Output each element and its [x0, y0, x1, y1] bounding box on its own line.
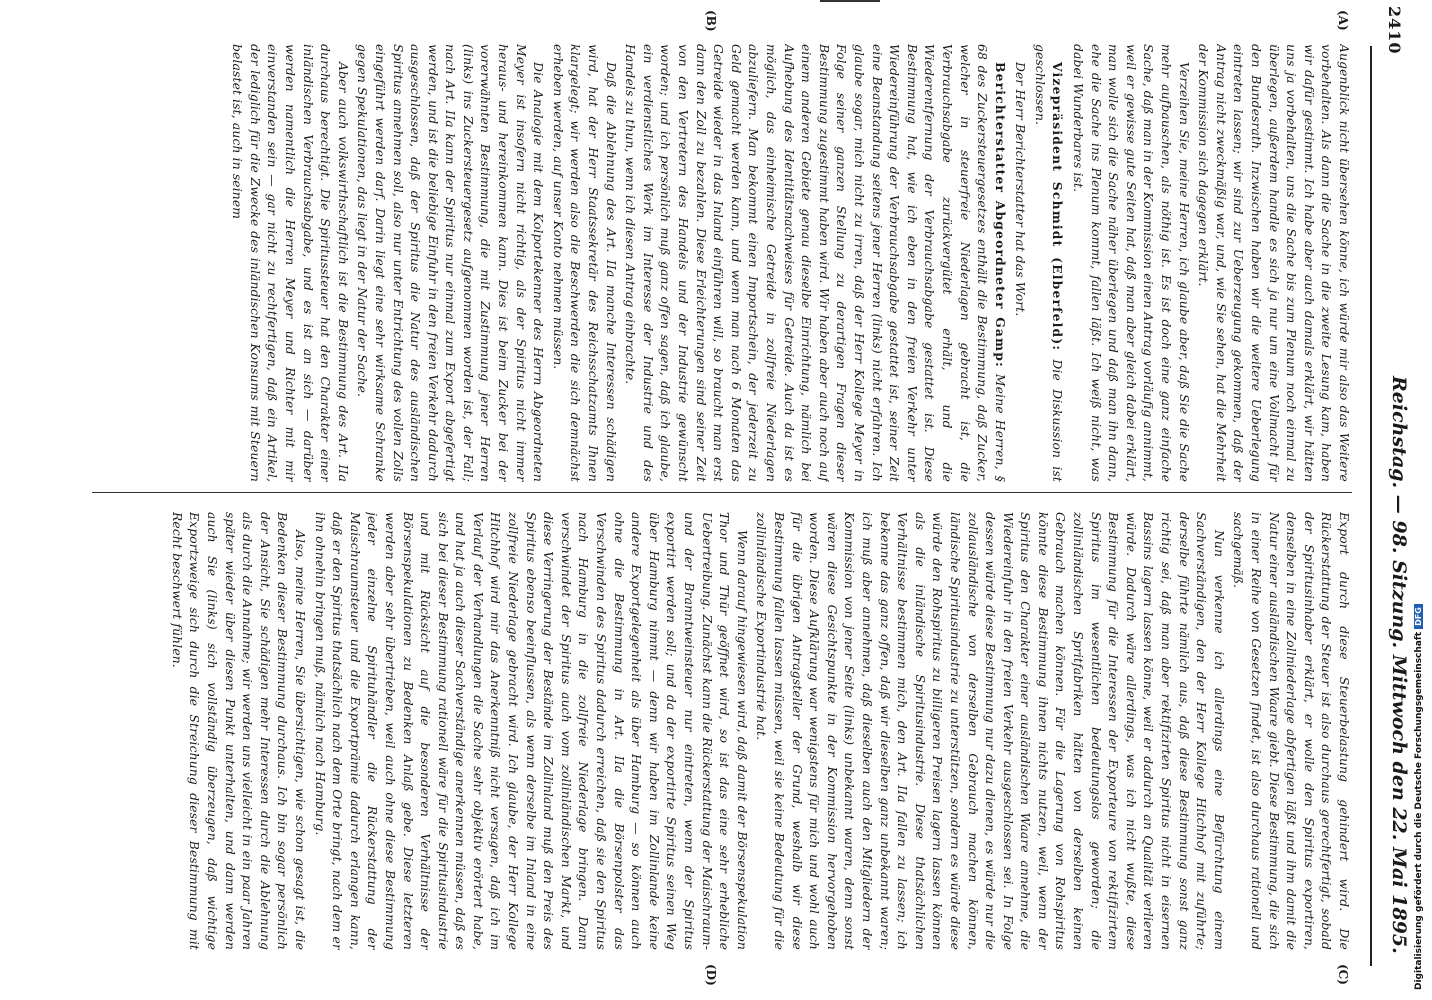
- paragraph: Daß die Ablehnung des Art. IIa manche Interessen schädigen wird, hat der Herr Staatssekretär des Reichsschatzamts Ihnen klargelegt; wir werden also die Beschwerden die sich demnächst erheben werden, auf unser Konto nehmen müssen.: [550, 44, 618, 482]
- paragraph: Verzeihen Sie, meine Herren, ich glaube aber, daß Sie die Sache mehr aufbauschen, als nöthig ist. Es ist doch eine ganz einfache Sache, daß man in der Kommission einen Antrag vorläufig annimmt, weil er gewisse gute Seiten hat, daß man aber gleich dabei erklärt, man wolle sich die Sache näher überlegen und daß man ihn dann, ehe die Sache ins Plenum kommt, fallen läßt. Ich weiß nicht, was dabei Wunderbares ist.: [1071, 44, 1191, 482]
- paragraph: [1030, 44, 1066, 482]
- rotated-content-frame: [64, 6, 1430, 996]
- margin-mark-d: (D): [704, 964, 718, 986]
- right-column: [77, 512, 1352, 950]
- paragraph: Aber auch volkswirthschaftlich ist die Bestimmung des Art. IIa durchaus berechtigt. Die Spiritussteuer hat den Charakter einer inländischen Verbrauchsabgabe, und es ist an sich — darüber werden namentlich die Herren Meyer und Richter mit mir einverstanden sein — gar nicht zu rechtfertigen, daß ein Artikel, der lediglich für die Zwecke des inländischen Konsums mit Steuern belastet ist, auch in seinem: [230, 44, 350, 482]
- speaker-name: Vizepräsident Schmidt (Elberfeld):: [1050, 62, 1066, 352]
- paragraph: Nun verkenne ich allerdings eine Befürchtung einem Sachverständigen, den der Herr Kollege Hitchhof mit zuführte; derselbe führte nämlich aus, daß diese Bestimmung sonst ganz richtig sei, daß man aber rektifizirten Spiritus nicht in eisernen Bassins lagern lassen könne, weil er dadurch an Qualität verlieren würde. Dadurch wäre allerdings, was ich nicht wußte, diese Bestimmung für die Interessen der Exporteure von rektifizirtem Spiritus im wesentlichen bedeutungslos geworden; die zollinländischen Spritfabriken hätten von derselben keinen Gebrauch machen können. Für die Lagerung von Rohspiritus könnte diese Bestimmung ihnen nichts nutzen, weil, wenn der Spiritus den Charakter einer ausländischen Waare annehme, die Wiedereinfuhr in den freien Verkehr ausgeschlossen sei. In Folge dessen würde diese Bestimmung nur dazu dienen, es würde nur die zollausländische von derselben Gebrauch machen können, ländische Spiritusindustrie zu unterstützen, sondern es würde diese würde den Rohspiritus zu billigeren Preisen lagern lassen können als die inländische Spiritusindustrie. Diese thatsächlichen Verhältnisse bestimmen mich, den Art. IIa fallen zu lassen; ich bekenne das ganz offen, daß wir dieselben ganz unbekannt waren; ich muß aber annehmen, daß dieselben auch den Mitgliedern der Kommission von jener Seite (links) unbekannt waren, denn sonst wären diese Gesichtspunkte in der Kommission hervorgehoben worden. Diese Aufklärung war wenigstens für mich und wohl auch für die übrigen Antragsteller der Grund, weshalb wir diese Bestimmung fallen lassen müssen, weil sie keine Bedeutung für die zollinländische Exportindustrie hat.: [754, 512, 1226, 950]
- paragraph: Augenblick nicht übersehen könne, ich würde mir also das Weitere vorbehalten. Als dann die Sache in die zweite Lesung kam, haben wir dafür gestimmt. Ich habe aber auch damals erklärt, wir hätten uns ja vorbehalten, uns die Sache bis zum Plenum noch einmal zu überlegen, außerdem handle es sich ja nur um eine Vollmacht für den Bundesrath. Inzwischen haben wir die weitere Ueberlegung eintreten lassen; wir sind zur Ueberzeugung gekommen, daß der Antrag nicht zweckmäßig war, und, wie Sie sehen, hat die Mehrheit der Kommission sich dagegen erklärt.: [1196, 44, 1351, 482]
- paragraph: [621, 44, 1009, 482]
- left-column: [77, 44, 1352, 482]
- digitization-credit: [1414, 604, 1424, 990]
- dfg-logo-badge: DFG: [1414, 604, 1423, 629]
- column-divider: [92, 492, 1352, 493]
- top-rule-fragment: [820, 0, 880, 2]
- page-number: 2410: [1385, 6, 1404, 55]
- paragraph: Die Analogie mit dem Kolportekenner des Herrn Abgeordneten Meyer ist insofern nicht richtig, als der Spiritus nicht immer heraus- und hereinkommen kann. Dies ist beim Zucker bei der vorerwähnten Bestimmung, die mit Zustimmung jener Herren (links) ins Zuckersteuergesetz aufgenommen worden ist, der Fall; nach Art. IIa kann der Spiritus nur einmal zum Export abgefertigt werden, und ist die beliebige Einfuhr in den freien Verkehr dadurch ausgeschlossen, daß der Spiritus die Natur des ausländischen Spiritus annehmen soll, also nur unter Entrichtung des vollen Zolls eingeführt werden darf. Darin liegt eine sehr wirksame Schranke gegen Spekulationen, das liegt in der Natur der Sache.: [355, 44, 546, 482]
- margin-mark-b: (B): [704, 10, 718, 32]
- speech-text: Die Diskussion ist geschlossen.: [1032, 44, 1065, 482]
- margin-mark-a: (A): [1336, 10, 1350, 31]
- page-title: Reichstag. — 98. Sitzung. Mittwoch den 22. Mai 1895.: [1388, 376, 1410, 954]
- credit-text: Digitalisierung gefördert durch die Deutsche Forschungsgemeinschaft: [1414, 631, 1424, 990]
- paragraph: Der Herr Berichterstatter hat das Wort.: [1013, 62, 1028, 317]
- header-rule: [1370, 46, 1372, 966]
- paragraph: Export durch diese Steuerbelastung gehindert wird. Die Rückerstattung der Steuer ist also durchaus gerechtfertigt, sobald der Spiritusinhaber erklärt, er wolle den Spiritus exportiren, denselben in eine Zollniederlage abfertigen läßt und ihm damit die Natur einer ausländischen Waare giebt. Diese Bestimmung, die sich in einer Reihe von Gesetzen findet, ist also durchaus rationell und sachgemäß.: [1231, 512, 1351, 950]
- paragraph: Wenn darauf hingewiesen wird, daß damit der Börsenspekulation Thor und Thür geöffnet wird, so ist das eine sehr erhebliche Uebertreibung. Zunächst kann die Rückerstattung der Maischraum- und der Branntweinsteuer nur eintreten, wenn der Spiritus exportirt werden soll; und da der exportirte Spiritus seinen Weg über Hamburg nimmt — denn wir haben im Zollinlande keine andere Exportgelegenheit als über Hamburg — so können auch ohne die Bestimmung in Art. IIa die Börsenpolster das Verschwinden des Spiritus dadurch erreichen, daß sie den Spiritus nach Hamburg in die zollfreie Niederlage bringen. Dann verschwindet der Spiritus auch vom zollinländischen Markt, und diese Verringerung der Bestände im Zollinland muß den Preis des Spiritus ebenso beeinflussen, als wenn derselbe im Inland in eine zollfreie Niederlage gebracht wird. Ich glaube, der Herr Kollege Hitchhof wird mir das Anerkenntniß nicht versagen, daß ich im Verlauf der Verhandlungen die Sache sehr objektiv erörtert habe, und hat ja auch dieser Sachverständige anerkennen müssen, daß es sich bei dieser Bestimmung rationell wäre für die Spiritusindustrie und mit Rücksicht auf die besonderen Verhältnisse der Börsenspekulationen zu Bedenken Anlaß gebe. Diese letzteren werden aber sehr übertrieben, weil auch ohne diese Bestimmung jeder einzelne Spirituhändler die Rückerstattung der Maischraumsteuer und die Exportprämie dadurch erlangen kann, daß er den Spiritus thatsächlich nach dem Orte bringt, nach dem er ihn ohnehin bringen muß, nämlich nach Hamburg.: [312, 512, 749, 950]
- speaker-name: Berichterstatter Abgeordneter Gamp:: [992, 62, 1008, 368]
- speech-text: Meine Herren, § 68 des Zuckersteuergesetzes enthält die Bestimmung, daß Zucker, welcher in steuerfreie Niederlagen gebracht ist, die Verbrauchsabgabe zurückvergütet erhält, und die Wiederentfernung der Verbrauchsabgabe gestattet ist. Diese Bestimmung hat, wie ich eben in den freien Verkehr unter Wiedereinführung der Verbrauchsabgabe gestattet ist, seiner Zeit eine Beanstandung seitens jener Herren (links) nicht erfahren. Ich glaube sogar, mich nicht zu irren, daß der Herr Kollege Meyer in Folge seiner ganzen Stellung zu derartigen Fragen dieser Bestimmung zugestimmt haben wird. Wir haben aber auch noch auf einem anderen Gebiete genau dieselbe Einrichtung, nämlich bei Aufhebung des Identitätsnachweises für Getreide. Auch da ist es möglich, das einheimische Getreide in zollfreie Niederlagen abzuliefern. Man bekommt einen Importschein, der jederzeit zu Geld gemacht werden kann, und wenn man nach 6 Monaten das Getreide wieder in das Inland einführen will, so braucht man erst dann den Zoll zu bezahlen. Diese Erleichterungen sind seiner Zeit von den Vertretern des Handels und der Industrie gewünscht worden; und ich persönlich muß ganz offen sagen, daß ich glaube, ein verdienstliches Werk im Interesse der Industrie und des Handels zu thun, wenn ich diesen Antrag einbrachte.: [623, 44, 1007, 482]
- margin-mark-c: (C): [1336, 964, 1350, 985]
- paragraph: Also, meine Herren, Sie übersichtigen, wie schon gesagt ist, die Bedenken dieser Bestimmung durchaus. Ich bin sogar persönlich der Ansicht, Sie schädigen mehr Interessen durch die Ablehnung als durch die Annahme; wir werden uns vielleicht in ein paar Jahren später wieder über diesen Punkt unterhalten, und dann werden auch Sie (links) sich vollständig überzeugen, daß wichtige Exportzweige sich durch die Streichung dieser Bestimmung mit Recht beschwert fühlen.: [169, 512, 307, 950]
